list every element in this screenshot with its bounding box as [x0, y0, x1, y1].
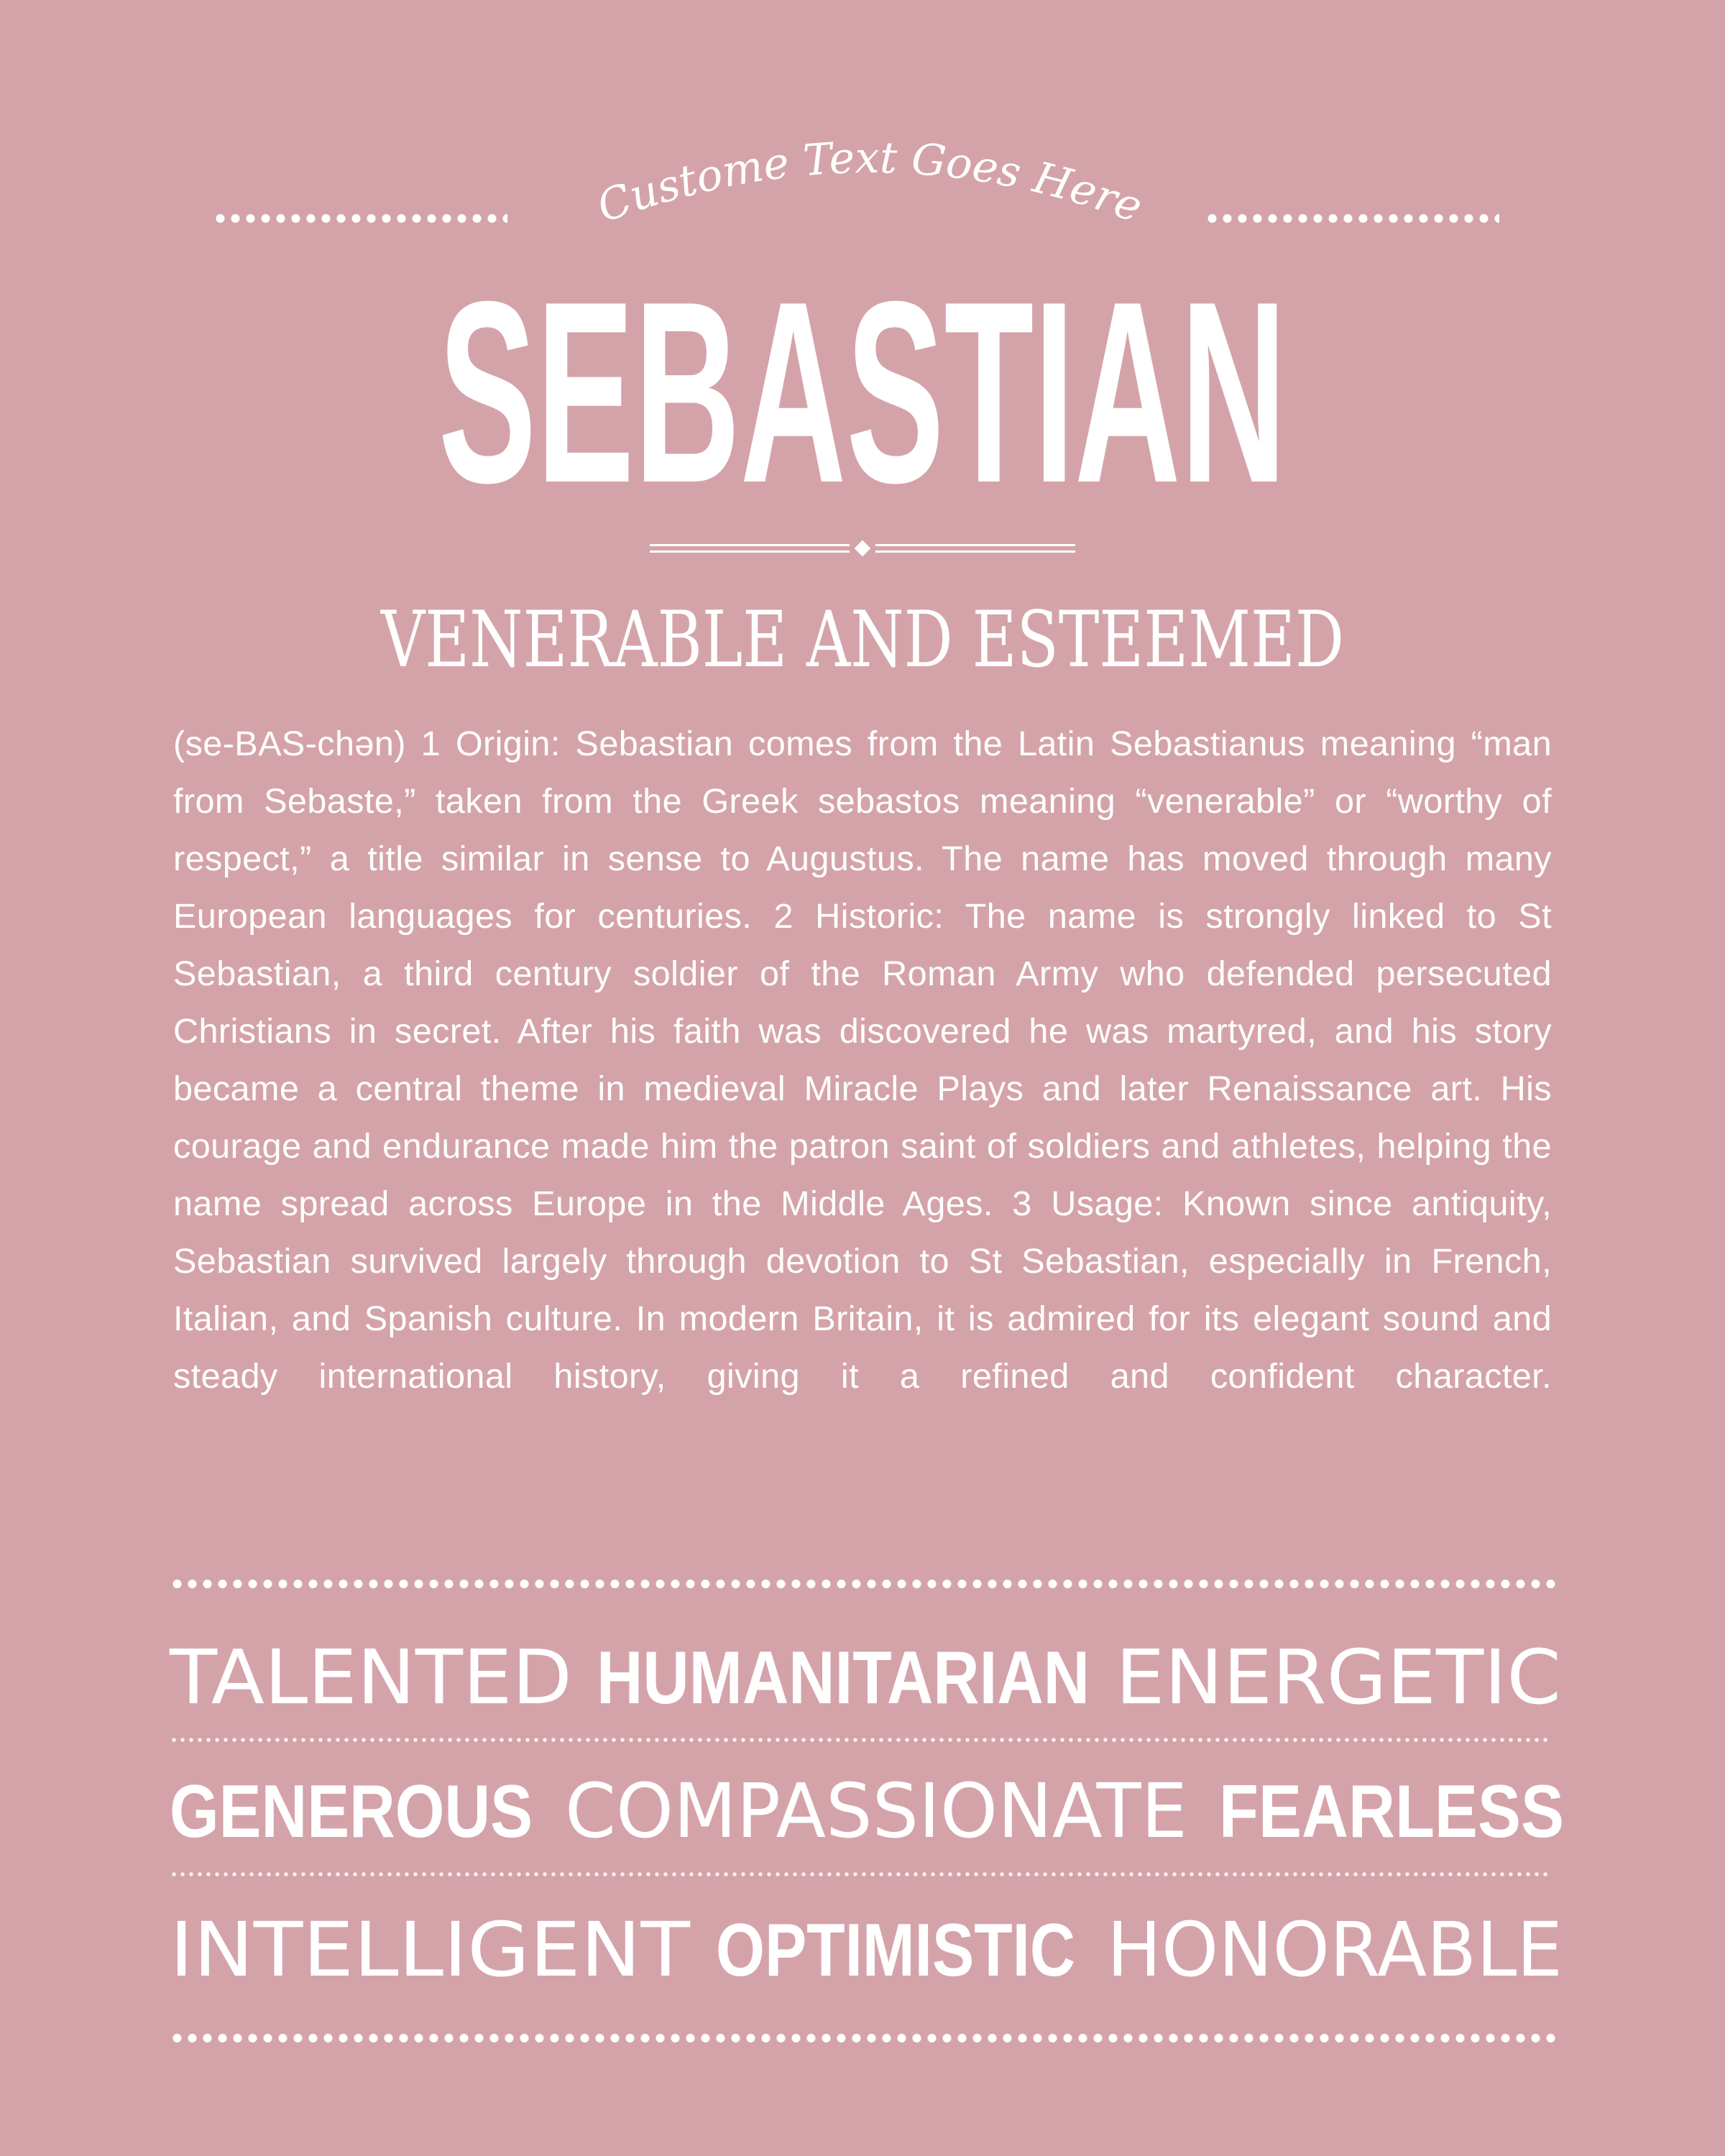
traits-row-2 — [0, 1765, 1725, 1858]
diamond-ornament-icon — [855, 540, 871, 557]
traits-divider-dots-1 — [170, 1737, 1550, 1743]
name-text: SEBASTIAN — [438, 266, 1287, 496]
traits-top-dots — [170, 1578, 1557, 1590]
trait-word: TALENTED — [168, 1634, 573, 1721]
trait-word: HUMANITARIAN — [597, 1636, 1090, 1720]
divider-rule-left — [650, 544, 850, 553]
ornament-divider — [647, 539, 1078, 561]
trait-word: ENERGETIC — [1116, 1634, 1561, 1721]
header-dots-right — [1205, 213, 1499, 224]
name-title — [0, 266, 1725, 496]
custom-text-header — [589, 108, 1150, 237]
meaning-text: VENERABLE AND ESTEEMED — [380, 595, 1345, 679]
trait-word: INTELLIGENT — [170, 1906, 691, 1994]
traits-row-1 — [0, 1631, 1725, 1725]
description-paragraph: (se-BAS-chən) 1 Origin: Sebastian comes from the Latin Sebastianus meaning “man from Sebaste,” taken from the Greek sebastos meaning “venerable” or “worthy of respect,” a title similar in sense to Augustus. The name has moved through many European languages for centuries. 2 Historic: The name is strongly linked to St Sebastian, a third century soldier of the Roman Army who defended persecuted Christians in secret. After his faith was discovered he was martyred, and his story became a central theme in medieval Miracle Plays and later Renaissance art. His courage and endurance made him the patron saint of soldiers and athletes, helping the name spread across Europe in the Middle Ages. 3 Usage: Known since antiquity, Sebastian survived largely through devotion to St Sebastian, especially in French, Italian, and Spanish culture. In modern Britain, it is admired for its elegant sound and steady international history, giving it a refined and confident character. — [173, 724, 1552, 1396]
trait-word: GENEROUS — [170, 1770, 533, 1853]
meaning-subtitle — [0, 586, 1725, 679]
trait-word: OPTIMISTIC — [716, 1909, 1075, 1992]
trait-word: FEARLESS — [1219, 1770, 1564, 1853]
traits-row-3 — [0, 1904, 1725, 1997]
traits-divider-dots-2 — [170, 1871, 1550, 1877]
header-dots-left — [213, 213, 507, 224]
trait-word: COMPASSIONATE — [565, 1767, 1187, 1855]
divider-rule-right — [875, 544, 1075, 553]
trait-word: HONORABLE — [1107, 1906, 1563, 1994]
traits-bottom-dots — [170, 2032, 1557, 2044]
custom-text-label: Custome Text Goes Here — [590, 132, 1149, 233]
